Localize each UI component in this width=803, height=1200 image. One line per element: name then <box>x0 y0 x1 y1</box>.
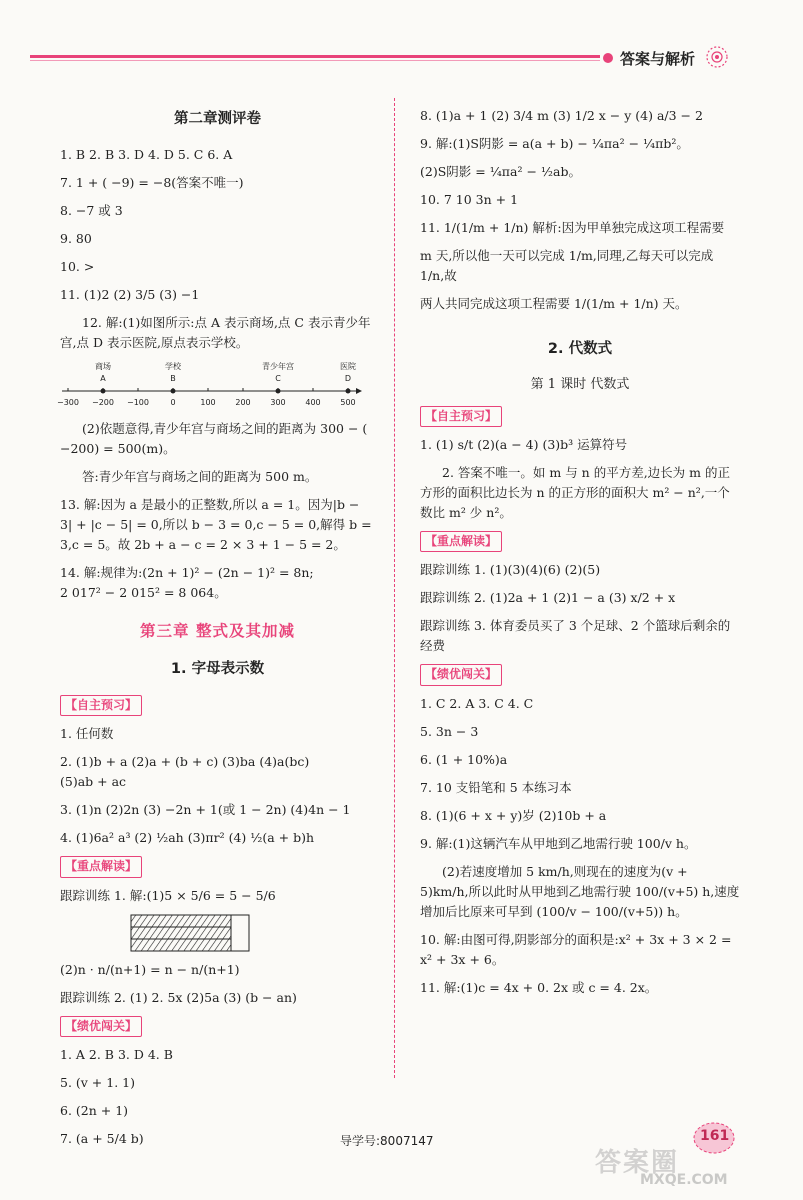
point-B <box>171 389 176 394</box>
tick-label: 200 <box>235 398 251 408</box>
chapter3-title: 第三章 整式及其加减 <box>140 622 295 641</box>
excel-r8: 8. (1)(6 + x + y)岁 (2)10b + a <box>420 807 607 823</box>
point-letter: A <box>100 374 106 384</box>
excel-r10: 10. 解:由图可得,阴影部分的面积是:x² + 3x + 3 × 2 = x² + 3x + 6。 <box>420 931 732 967</box>
watermark-logo: 答案圈 <box>595 1148 680 1178</box>
excel-tag: 【绩优闯关】 <box>60 1016 142 1037</box>
point-C <box>276 389 281 394</box>
answer-8: 8. −7 或 3 <box>60 203 123 219</box>
page-number: 161 <box>700 1128 730 1144</box>
tick-label: 300 <box>270 398 286 408</box>
place-label: 商场 <box>95 362 111 372</box>
excel-5: 5. (v + 1. 1) <box>60 1074 135 1090</box>
excel-r9a: 9. 解:(1)这辆汽车从甲地到乙地需行驶 100/v h。 <box>420 835 697 851</box>
preview-r1: 1. (1) s/t (2)(a − 4) (3)b³ 运算符号 <box>420 437 628 453</box>
preview-3: 3. (1)n (2)2n (3) −2n + 1(或 1 − 2n) (4)4n − 1 <box>60 802 351 818</box>
section2-title: 2. 代数式 <box>547 341 613 357</box>
preview-r2: 2. 答案不唯一。如 m 与 n 的平方差,边长为 m 的正方形的面积比边长为 n 的正方形的面积大 m² − n²,一个数比 m² 少 n²。 <box>420 465 730 521</box>
tick-label: −100 <box>127 398 149 408</box>
tick-label: 0 <box>170 398 176 408</box>
place-label: 青少年宫 <box>262 362 294 372</box>
preview-tag: 【自主预习】 <box>60 695 142 716</box>
lesson1-title: 第 1 课时 代数式 <box>530 377 630 393</box>
answer-14a: 14. 解:规律为:(2n + 1)² − (2n − 1)² = 8n; <box>60 565 314 581</box>
point-A <box>101 389 106 394</box>
number-line-figure <box>57 361 360 411</box>
answer-1-6: 1. B 2. B 3. D 4. D 5. C 6. A <box>60 147 233 163</box>
answer-r10: 10. 7 10 3n + 1 <box>420 192 519 207</box>
key-r1: 跟踪训练 1. (1)(3)(4)(6) (2)(5) <box>420 562 601 578</box>
point-letter: B <box>170 374 176 384</box>
flower-ornament-icon <box>702 44 732 70</box>
excel-r1-4: 1. C 2. A 3. C 4. C <box>420 695 534 711</box>
answer-12a: 12. 解:(1)如图所示:点 A 表示商场,点 C 表示青少年宫,点 D 表示医院,原点表示学校。 <box>60 315 371 351</box>
excel-r7: 7. 10 支铅笔和 5 本练习本 <box>420 779 572 795</box>
left-column <box>57 98 375 1157</box>
preview-2b: (5)ab + ac <box>60 774 127 790</box>
column-divider <box>394 98 395 1078</box>
answer-14b: 2 017² − 2 015² = 8 064。 <box>60 585 227 601</box>
answer-12b: (2)依题意得,青少年宫与商场之间的距离为 300 − ( −200) = 500(m)。 <box>60 421 368 457</box>
point-letter: D <box>344 374 352 384</box>
preview-1: 1. 任何数 <box>60 726 114 742</box>
preview-2a: 2. (1)b + a (2)a + (b + c) (3)ba (4)a(bc) <box>60 754 310 770</box>
header-rule <box>30 55 600 58</box>
preview-4: 4. (1)6a² a³ (2) ½ah (3)πr² (4) ½(a + b)h <box>60 830 315 846</box>
answer-r11a: 11. 1/(1/m + 1/n) 解析:因为甲单独完成这项工程需要 <box>420 220 725 235</box>
excel-6: 6. (2n + 1) <box>60 1102 129 1118</box>
point-letter: C <box>275 374 281 384</box>
answer-r9b: (2)S阴影 = ¼πa² − ½ab。 <box>420 164 581 179</box>
excel-r11: 11. 解:(1)c = 4x + 0. 2x 或 c = 4. 2x。 <box>420 979 658 995</box>
chapter2-test-title: 第二章测评卷 <box>174 111 261 127</box>
excel-r9b: (2)若速度增加 5 km/h,则现在的速度为(v + 5)km/h,所以此时从甲地到乙地需行驶 100/(v+5) h,速度增加后比原来可早到 (100/v − 100/(v+5)) h。 <box>420 863 740 919</box>
answer-13: 13. 解:因为 a 是最小的正整数,所以 a = 1。因为|b − 3| + |c − 5| = 0,所以 b − 3 = 0,c − 5 = 0,解得 b = 3,c = 5。故 2b + a − c = 2 × 3 + 1 − 5 = 2。 <box>60 497 372 553</box>
watermark-url: MXQE.COM <box>640 1172 728 1188</box>
preview-tag: 【自主预习】 <box>420 406 502 427</box>
section1-title: 1. 字母表示数 <box>170 660 265 677</box>
answer-r11b: m 天,所以他一天可以完成 1/m,同理,乙每天可以完成 1/n,故 <box>420 248 714 283</box>
excel-tag: 【绩优闯关】 <box>420 664 502 685</box>
header-rule-thin <box>30 60 600 61</box>
tick-label: −300 <box>57 398 79 408</box>
tick-label: 500 <box>340 398 356 408</box>
header-title: 答案与解析 <box>620 50 696 68</box>
key-3: 跟踪训练 2. (1) 2. 5x (2)5a (3) (b − an) <box>60 989 297 1005</box>
key-r3: 跟踪训练 3. 体育委员买了 3 个足球、2 个篮球后剩余的经费 <box>420 618 731 654</box>
excel-r5: 5. 3n − 3 <box>420 723 479 739</box>
excel-1-4: 1. A 2. B 3. D 4. B <box>60 1046 173 1062</box>
key-1: 跟踪训练 1. 解:(1)5 × 5/6 = 5 − 5/6 <box>60 887 276 903</box>
tick-label: 100 <box>200 398 216 408</box>
key-tag: 【重点解读】 <box>420 531 502 552</box>
answer-11: 11. (1)2 (2) 3/5 (3) −1 <box>60 287 200 303</box>
key-2: (2)n · n/(n+1) = n − n/(n+1) <box>60 961 240 977</box>
tick-label: −200 <box>92 398 114 408</box>
answer-r8: 8. (1)a + 1 (2) 3/4 m (3) 1/2 x − y (4) a/3 − 2 <box>420 108 703 123</box>
excel-r6: 6. (1 + 10%)a <box>420 751 508 767</box>
answer-10: 10. > <box>60 259 95 275</box>
point-D <box>346 389 351 394</box>
shaded-rectangle-figure <box>130 914 250 954</box>
place-label: 医院 <box>340 362 356 372</box>
answer-9: 9. 80 <box>60 231 92 247</box>
header-bullet-icon <box>603 53 613 63</box>
tick-label: 400 <box>305 398 321 408</box>
place-label: 学校 <box>165 362 181 372</box>
key-r2: 跟踪训练 2. (1)2a + 1 (2)1 − a (3) x/2 + x <box>420 590 676 606</box>
answer-r9a: 9. 解:(1)S阴影 = a(a + b) − ¼πa² − ¼πb²。 <box>420 136 689 151</box>
right-column <box>420 98 740 1006</box>
excel-7: 7. (a + 5/4 b) <box>60 1130 144 1146</box>
key-tag: 【重点解读】 <box>60 856 142 877</box>
guide-number: 导学号:8007147 <box>340 1134 434 1148</box>
answer-r11c: 两人共同完成这项工程需要 1/(1/m + 1/n) 天。 <box>420 296 688 311</box>
answer-7: 7. 1 + ( −9) = −8(答案不唯一) <box>60 175 244 191</box>
answer-12c: 答:青少年宫与商场之间的距离为 500 m。 <box>82 469 318 485</box>
